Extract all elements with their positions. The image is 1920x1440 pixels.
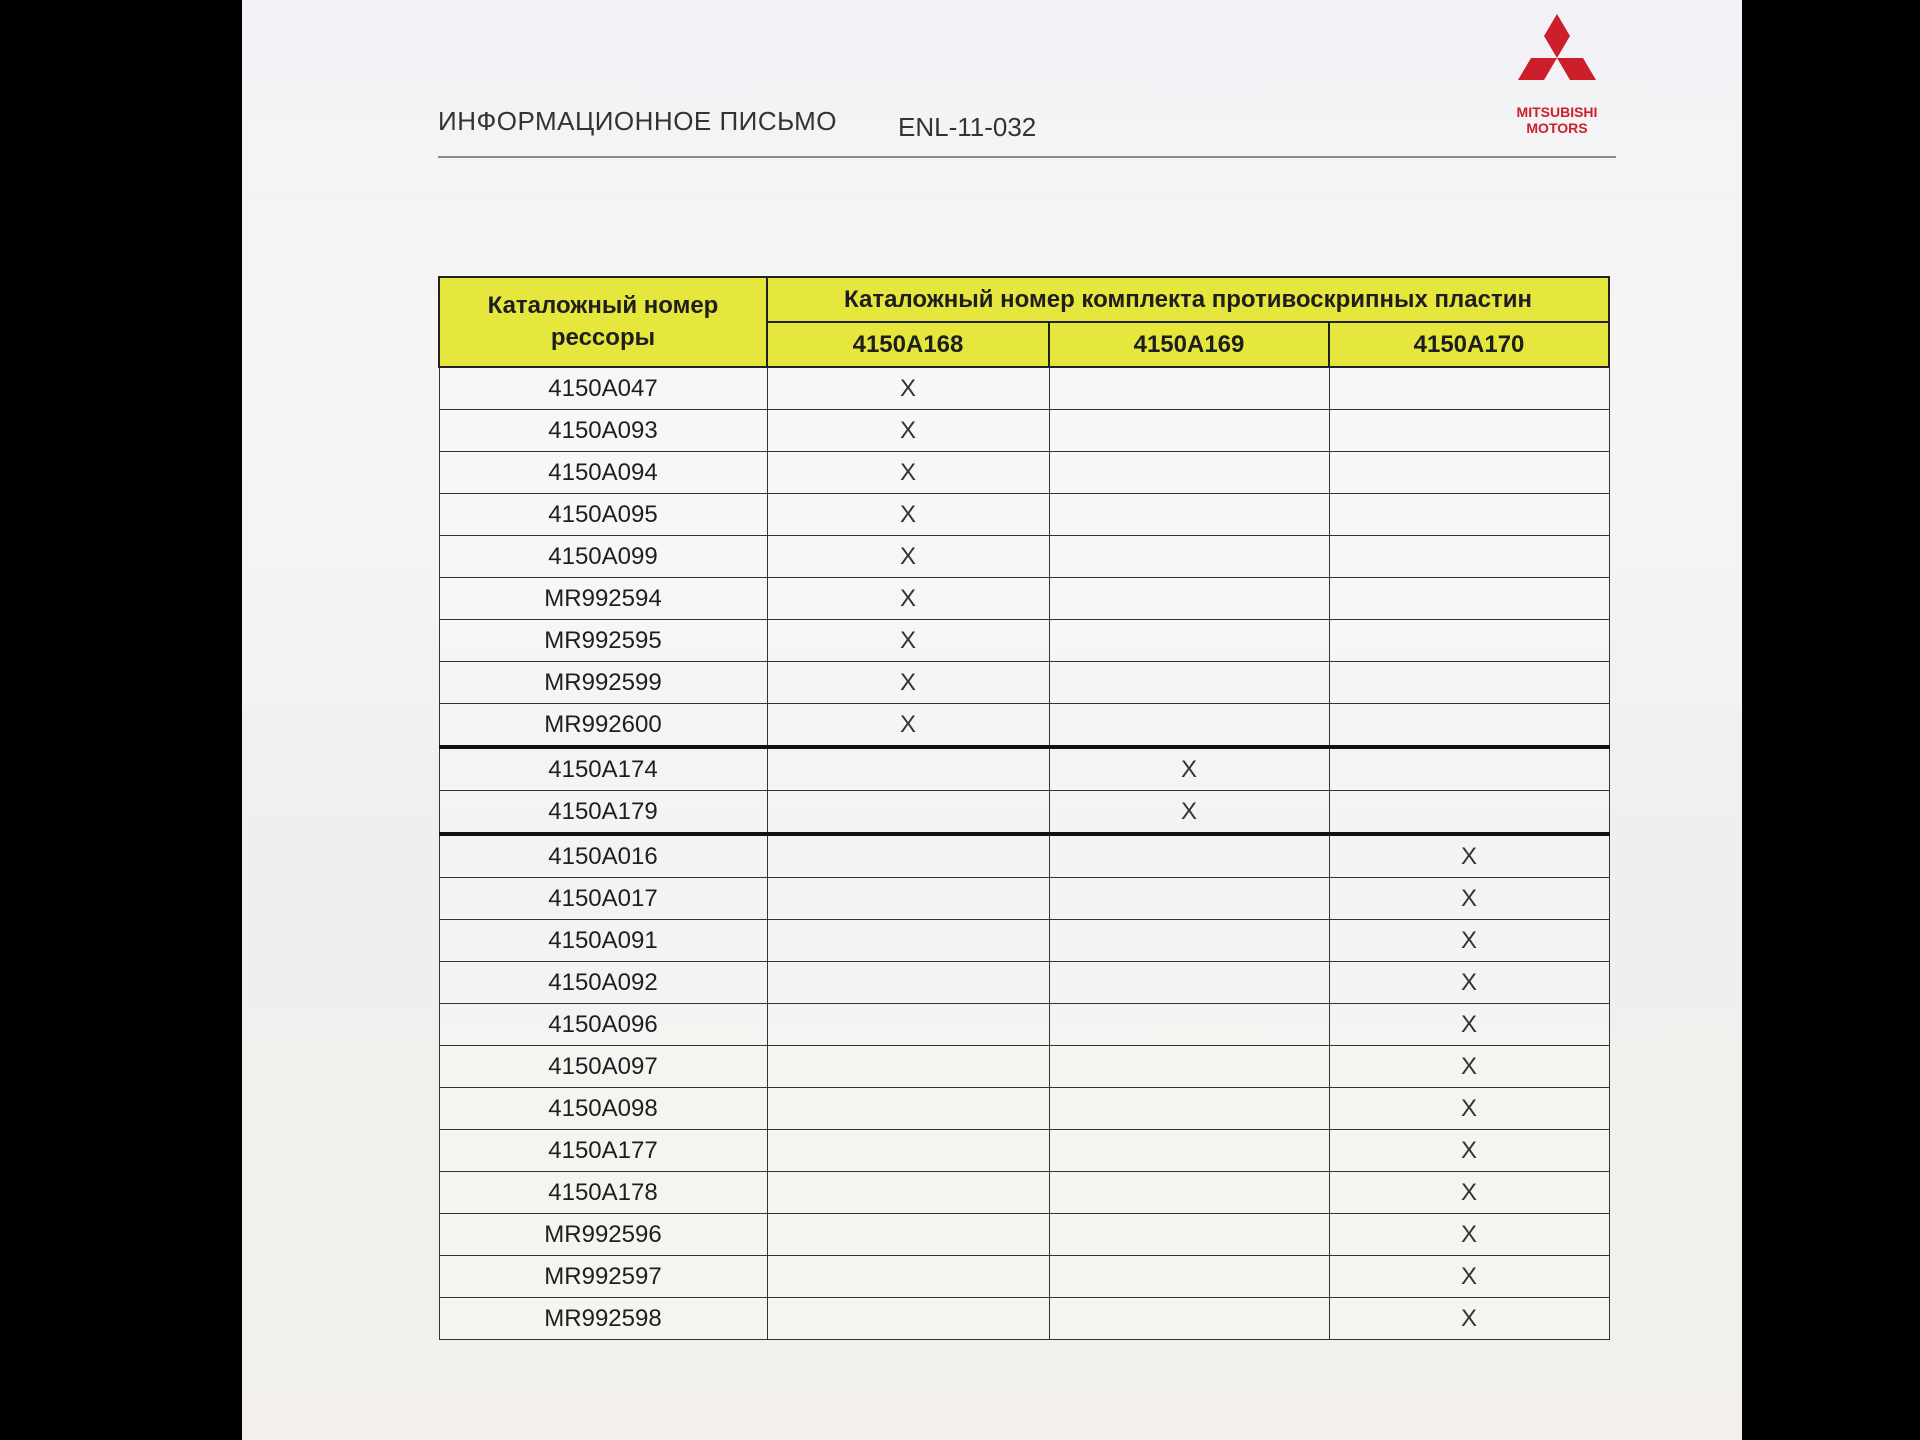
empty-cell bbox=[1049, 1214, 1329, 1256]
table-row bbox=[439, 536, 1609, 578]
kit-mark-cell: X bbox=[767, 704, 1049, 748]
empty-cell bbox=[1049, 1172, 1329, 1214]
kit-mark-cell: X bbox=[767, 578, 1049, 620]
empty-cell bbox=[767, 1214, 1049, 1256]
empty-cell bbox=[1049, 1004, 1329, 1046]
table-row bbox=[439, 1046, 1609, 1088]
empty-cell bbox=[1329, 410, 1609, 452]
empty-cell bbox=[1049, 878, 1329, 920]
part-number-cell: 4150A096 bbox=[439, 1004, 767, 1046]
empty-cell bbox=[767, 791, 1049, 835]
part-number-cell: MR992600 bbox=[439, 704, 767, 748]
empty-cell bbox=[767, 1256, 1049, 1298]
part-number-cell: 4150A178 bbox=[439, 1172, 767, 1214]
kit-mark-cell: X bbox=[1329, 1046, 1609, 1088]
empty-cell bbox=[1049, 1046, 1329, 1088]
part-number-header bbox=[439, 277, 767, 367]
part-number-cell: 4150A099 bbox=[439, 536, 767, 578]
table-body bbox=[439, 367, 1609, 1340]
empty-cell bbox=[1049, 410, 1329, 452]
empty-cell bbox=[767, 1298, 1049, 1340]
table-row bbox=[439, 494, 1609, 536]
kit-mark-cell: X bbox=[1329, 1088, 1609, 1130]
part-number-cell: 4150A095 bbox=[439, 494, 767, 536]
empty-cell bbox=[1049, 962, 1329, 1004]
empty-cell bbox=[1329, 662, 1609, 704]
empty-cell bbox=[1049, 1256, 1329, 1298]
mitsubishi-logo bbox=[1502, 12, 1612, 147]
table-row bbox=[439, 578, 1609, 620]
empty-cell bbox=[1329, 747, 1609, 791]
empty-cell bbox=[1049, 494, 1329, 536]
kit-mark-cell: X bbox=[1329, 962, 1609, 1004]
part-number-cell: 4150A097 bbox=[439, 1046, 767, 1088]
kit-mark-cell: X bbox=[767, 410, 1049, 452]
empty-cell bbox=[767, 834, 1049, 878]
part-header-line-1: Каталожный номер bbox=[487, 292, 719, 319]
table-row bbox=[439, 1256, 1609, 1298]
empty-cell bbox=[1329, 494, 1609, 536]
kit-mark-cell: X bbox=[1329, 834, 1609, 878]
letter-header bbox=[438, 106, 1616, 158]
empty-cell bbox=[1049, 1298, 1329, 1340]
table-row bbox=[439, 747, 1609, 791]
part-number-cell: 4150A179 bbox=[439, 791, 767, 835]
part-number-cell: 4150A092 bbox=[439, 962, 767, 1004]
empty-cell bbox=[767, 1088, 1049, 1130]
part-number-cell: MR992597 bbox=[439, 1256, 767, 1298]
table-row bbox=[439, 704, 1609, 748]
table-row bbox=[439, 791, 1609, 835]
empty-cell bbox=[1049, 620, 1329, 662]
empty-cell bbox=[767, 1172, 1049, 1214]
table-row bbox=[439, 452, 1609, 494]
empty-cell bbox=[1049, 834, 1329, 878]
part-number-cell: MR992594 bbox=[439, 578, 767, 620]
table-row bbox=[439, 834, 1609, 878]
table-row bbox=[439, 878, 1609, 920]
part-number-cell: 4150A174 bbox=[439, 747, 767, 791]
table-row bbox=[439, 620, 1609, 662]
empty-cell bbox=[1329, 620, 1609, 662]
table-row bbox=[439, 1130, 1609, 1172]
empty-cell bbox=[1049, 1088, 1329, 1130]
empty-cell bbox=[1329, 791, 1609, 835]
part-number-cell: 4150A017 bbox=[439, 878, 767, 920]
kit-mark-cell: X bbox=[767, 620, 1049, 662]
empty-cell bbox=[1329, 452, 1609, 494]
letter-title: ИНФОРМАЦИОННОЕ ПИСЬМО bbox=[438, 106, 838, 136]
kit-mark-cell: X bbox=[1329, 1298, 1609, 1340]
kit-column-header: 4150A168 bbox=[767, 322, 1049, 367]
kit-mark-cell: X bbox=[1329, 878, 1609, 920]
kit-mark-cell: X bbox=[767, 494, 1049, 536]
kit-mark-cell: X bbox=[1329, 920, 1609, 962]
part-number-cell: 4150A098 bbox=[439, 1088, 767, 1130]
empty-cell bbox=[1049, 662, 1329, 704]
part-number-cell: MR992598 bbox=[439, 1298, 767, 1340]
logo-wordmark bbox=[1502, 104, 1612, 136]
empty-cell bbox=[767, 1004, 1049, 1046]
three-diamonds-icon bbox=[1502, 12, 1612, 104]
kit-mark-cell: X bbox=[1049, 791, 1329, 835]
empty-cell bbox=[1049, 536, 1329, 578]
kit-mark-cell: X bbox=[1049, 747, 1329, 791]
part-number-cell: MR992599 bbox=[439, 662, 767, 704]
logo-line-1: MITSUBISHI bbox=[1516, 104, 1598, 120]
table-row bbox=[439, 1088, 1609, 1130]
empty-cell bbox=[1049, 367, 1329, 410]
part-number-cell: 4150A093 bbox=[439, 410, 767, 452]
empty-cell bbox=[767, 920, 1049, 962]
logo-line-2: MOTORS bbox=[1526, 120, 1588, 136]
empty-cell bbox=[1049, 920, 1329, 962]
letter-code: ENL-11-032 bbox=[898, 112, 1037, 142]
table-row bbox=[439, 1172, 1609, 1214]
table-row bbox=[439, 962, 1609, 1004]
table-row bbox=[439, 1004, 1609, 1046]
empty-cell bbox=[1329, 578, 1609, 620]
empty-cell bbox=[1049, 1130, 1329, 1172]
kit-column-header: 4150A169 bbox=[1049, 322, 1329, 367]
kit-column-header: 4150A170 bbox=[1329, 322, 1609, 367]
empty-cell bbox=[767, 1046, 1049, 1088]
part-header-line-2: рессоры bbox=[550, 324, 656, 351]
kit-mark-cell: X bbox=[1329, 1256, 1609, 1298]
empty-cell bbox=[1329, 704, 1609, 748]
table-row bbox=[439, 1214, 1609, 1256]
table-row bbox=[439, 410, 1609, 452]
kit-number-header: Каталожный номер комплекта противоскрипных пластин bbox=[767, 277, 1609, 322]
empty-cell bbox=[1049, 452, 1329, 494]
empty-cell bbox=[1329, 536, 1609, 578]
part-number-cell: 4150A094 bbox=[439, 452, 767, 494]
kit-mark-cell: X bbox=[1329, 1130, 1609, 1172]
kit-mark-cell: X bbox=[767, 662, 1049, 704]
table-row bbox=[439, 367, 1609, 410]
part-number-cell: MR992596 bbox=[439, 1214, 767, 1256]
parts-table bbox=[438, 276, 1610, 1340]
kit-mark-cell: X bbox=[767, 367, 1049, 410]
kit-mark-cell: X bbox=[767, 536, 1049, 578]
empty-cell bbox=[1049, 704, 1329, 748]
kit-mark-cell: X bbox=[767, 452, 1049, 494]
empty-cell bbox=[1329, 367, 1609, 410]
table-row bbox=[439, 662, 1609, 704]
part-number-cell: 4150A091 bbox=[439, 920, 767, 962]
table-header bbox=[439, 277, 1609, 367]
kit-mark-cell: X bbox=[1329, 1172, 1609, 1214]
empty-cell bbox=[767, 962, 1049, 1004]
kit-mark-cell: X bbox=[1329, 1214, 1609, 1256]
table-row bbox=[439, 920, 1609, 962]
empty-cell bbox=[767, 747, 1049, 791]
table-row bbox=[439, 1298, 1609, 1340]
part-number-cell: 4150A016 bbox=[439, 834, 767, 878]
empty-cell bbox=[767, 1130, 1049, 1172]
document-page bbox=[242, 0, 1742, 1440]
part-number-cell: MR992595 bbox=[439, 620, 767, 662]
empty-cell bbox=[1049, 578, 1329, 620]
empty-cell bbox=[767, 878, 1049, 920]
part-number-cell: 4150A177 bbox=[439, 1130, 767, 1172]
kit-mark-cell: X bbox=[1329, 1004, 1609, 1046]
part-number-cell: 4150A047 bbox=[439, 367, 767, 410]
